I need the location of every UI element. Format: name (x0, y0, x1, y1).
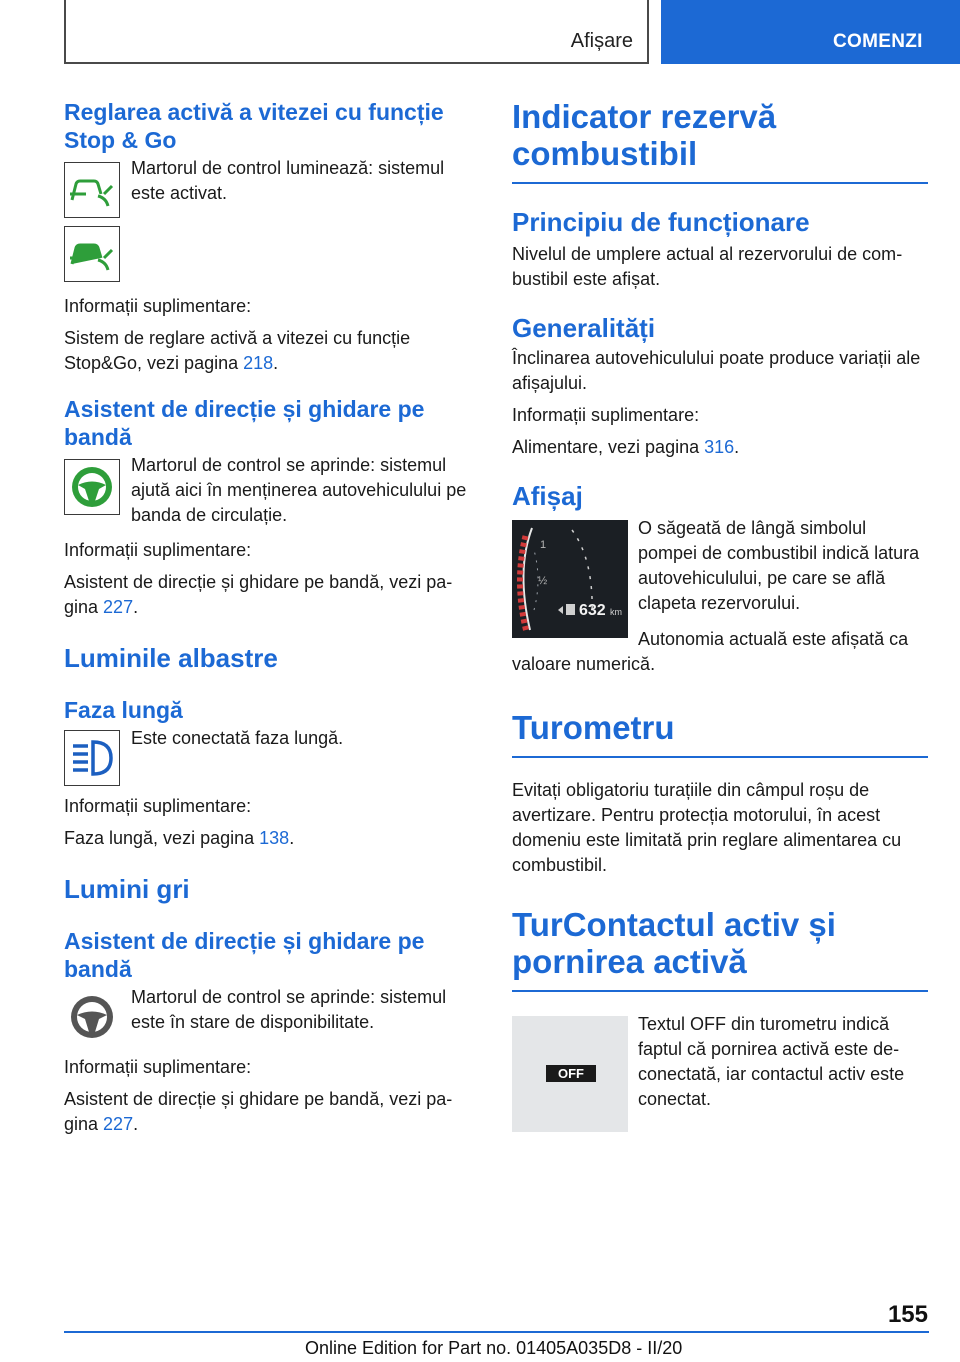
off-row (512, 1012, 928, 1112)
high-beam-info-label: Informații suplimentare: (64, 796, 252, 816)
lane2-heading: Asistent de direcție și ghidare pe bandă (64, 928, 425, 982)
acc-indicator-row-2 (64, 226, 476, 282)
tachometer-title: Turometru (512, 709, 928, 758)
acc-info-text: Sistem de reglare activă a vitezei cu funcție Stop&Go, vezi pagina (64, 328, 411, 373)
gauge-tick-half: ½ (538, 575, 548, 587)
fuel-gauge-svg (512, 520, 628, 638)
lane-indicator-row (64, 453, 476, 528)
gauge-range-value: 632 (579, 602, 606, 619)
high-beam-row (64, 726, 476, 782)
high-beam-text: Este conectată faza lungă. (131, 728, 344, 748)
lane-info: Asistent de direcție și ghidare pe bandă, vezi pagina 227. (64, 572, 453, 617)
tachometer-text: Evitați obligatoriu turațiile din câmpul roșu de avertizare. Pentru protecția motorului, în acest domeniu este limitată prin reglare alimentarea cu combustibil. (512, 780, 902, 875)
header-chapter-label: COMENZI (833, 31, 923, 52)
lane2-page-link[interactable]: 227 (103, 1114, 134, 1134)
blue-lights-heading: Luminile albastre (64, 643, 278, 673)
footer-divider (64, 1331, 929, 1333)
display-text-2: Autonomia actuală este afișată ca valoare numerică. (512, 629, 909, 674)
display-heading: Afișaj (512, 481, 583, 511)
acc-heading: Reglarea activă a vitezei cu funcție Stop & Go (64, 99, 444, 153)
high-beam-info: Faza lungă, vezi pagina 138. (64, 828, 295, 848)
lane2-indicator-row (64, 985, 476, 1041)
general-info-text: Alimentare, vezi pagina (512, 437, 705, 457)
gauge-range-unit: km (610, 607, 622, 617)
off-badge: OFF (558, 1066, 584, 1081)
left-column (64, 98, 476, 1137)
grey-lights-heading: Lumini gri (64, 874, 190, 904)
fuel-gauge-figure (512, 520, 628, 643)
right-column (512, 98, 928, 1112)
lane2-indicator-text: Martorul de control se aprinde: sistemul este în stare de disponibilitate. (131, 987, 447, 1032)
acc-green-indicator-icon (64, 162, 120, 218)
general-heading: Generalități (512, 313, 656, 343)
lane2-info-text: Asistent de direcție și ghidare pe bandă, vezi pagina (64, 1089, 453, 1134)
off-text: Textul OFF din turometru indică faptul că pornirea activă este deconectată, iar contactul activ este conectat. (638, 1014, 905, 1109)
lane-indicator-text: Martorul de control se aprinde: sistemul ajută aici în menținerea autovehiculului pe banda de circulație. (131, 455, 467, 525)
principle-heading: Principiu de funcționare (512, 207, 810, 237)
display-text-1: O săgeată de lângă simbolul pompei de combustibil indică latura autovehiculului, pe care se află clapeta rezervorului. (638, 518, 920, 613)
acc-green-filled-indicator-icon (64, 226, 120, 282)
lane2-info: Asistent de direcție și ghidare pe bandă, vezi pagina 227. (64, 1089, 453, 1134)
general-text: Înclinarea autovehiculului poate produce variații ale afișajului. (512, 348, 921, 393)
active-start-title: TurContactul activ și pornirea activă (512, 906, 928, 992)
fuel-reserve-title: Indicator rezervă combustibil (512, 98, 928, 184)
high-beam-info-text: Faza lungă, vezi pagina (64, 828, 260, 848)
general-page-link[interactable]: 316 (704, 437, 735, 457)
steering-wheel-green-icon (64, 459, 120, 515)
lane2-info-label: Informații suplimentare: (64, 1057, 252, 1077)
high-beam-icon (64, 730, 120, 786)
page-number: 155 (887, 1301, 928, 1328)
acc-info-label: Informații suplimentare: (64, 296, 252, 316)
principle-text: Nivelul de umplere actual al rezervorului de combustibil este afișat. (512, 244, 903, 289)
header-section-label: Afișare (570, 30, 633, 52)
off-figure (512, 1016, 628, 1137)
lane-info-text: Asistent de direcție și ghidare pe bandă, vezi pagina (64, 572, 453, 617)
acc-indicator-row (64, 156, 476, 212)
lane-heading: Asistent de direcție și ghidare pe bandă (64, 396, 425, 450)
high-beam-page-link[interactable]: 138 (259, 828, 290, 848)
display-row (512, 516, 928, 677)
off-display-svg (512, 1016, 628, 1132)
fuel-pump-icon (566, 604, 575, 615)
acc-info: Sistem de reglare activă a vitezei cu funcție Stop&Go, vezi pagina 218. (64, 328, 411, 373)
gauge-tick-1: 1 (540, 539, 547, 551)
high-beam-heading: Faza lungă (64, 697, 183, 723)
lane-info-label: Informații suplimentare: (64, 540, 252, 560)
header-chapter-tab (661, 0, 960, 64)
header-section-tab (64, 0, 649, 64)
steering-wheel-grey-icon (64, 989, 120, 1045)
footer-edition: Online Edition for Part no. 01405A035D8 - II/20 (305, 1338, 683, 1358)
general-info: Alimentare, vezi pagina 316. (512, 437, 740, 457)
acc-page-link[interactable]: 218 (243, 353, 274, 373)
lane-page-link[interactable]: 227 (103, 597, 134, 617)
acc-indicator-text: Martorul de control luminează: sistemul este activat. (131, 158, 445, 203)
general-info-label: Informații suplimentare: (512, 405, 700, 425)
